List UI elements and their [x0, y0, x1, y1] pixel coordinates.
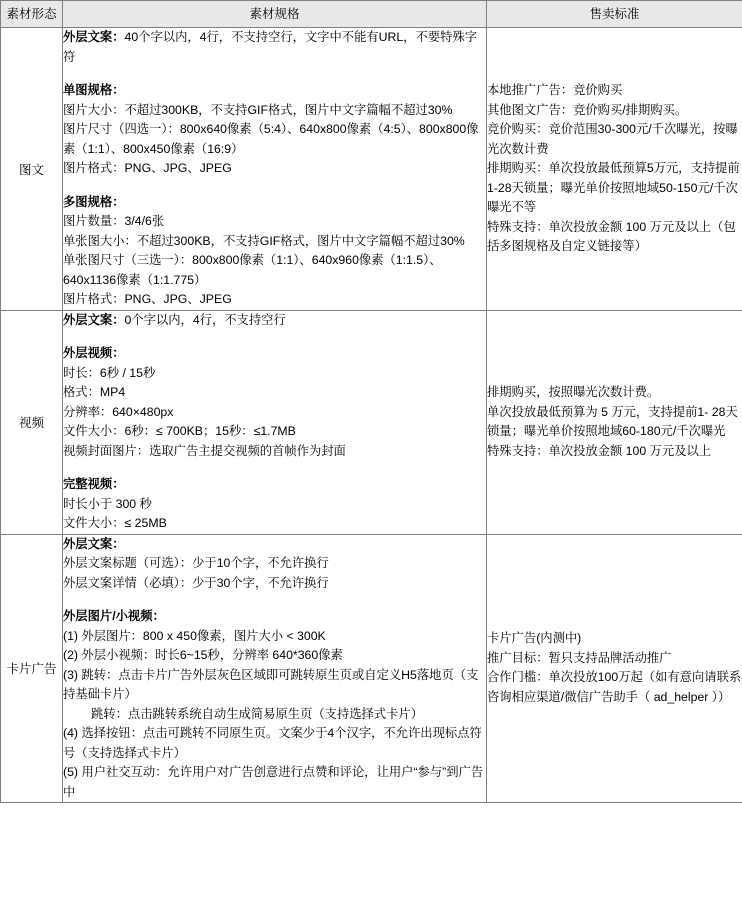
spec-line: 卡片广告(内测中) [487, 631, 582, 646]
spec-line: 单张图大小：不超过300KB，不支持GIF格式，图片中文字篇幅不超过30% [63, 233, 465, 248]
spec-line: 格式：MP4 [63, 385, 126, 399]
cell-sales-standard [487, 534, 742, 803]
block-spacer [63, 461, 486, 475]
spec-line: 分辨率：640×480px [63, 404, 174, 419]
spec-line: 图片尺寸（四选一）：800x640像素（5:4）、640x800像素（4:5）、800x800像素（1:1）、800x450像素（16:9） [63, 122, 479, 156]
spec-line: (5) 用户社交互动：允许用户对广告创意进行点赞和评论，让用户“参与”到广告中 [63, 765, 484, 799]
spec-heading: 完整视频： [63, 477, 125, 491]
table-row [1, 310, 742, 534]
spec-line: 时长小于 300 秒 [63, 496, 152, 511]
spec-heading: 多图规格： [63, 194, 125, 209]
cell-material-spec [63, 310, 487, 534]
cell-material-spec [63, 28, 487, 311]
cell-material-spec [63, 534, 487, 803]
spec-heading: 外层图片/小视频： [63, 609, 165, 623]
spec-line: 其他图文广告：竞价购买/排期购买。 [487, 102, 688, 117]
spec-line: 图片格式：PNG、JPG、JPEG [63, 161, 232, 175]
block-spacer [63, 330, 486, 344]
table-row [1, 28, 742, 311]
cell-sales-standard [487, 28, 742, 311]
spec-line: 时长：6秒 / 15秒 [63, 365, 156, 380]
spec-line: (4) 选择按钮：点击可跳转不同原生页。文案少于4个汉字，不允许出现标点符号（支持选择式卡片） [63, 726, 482, 760]
spec-line: 图片大小：不超过300KB，不支持GIF格式，图片中文字篇幅不超过30% [63, 102, 453, 117]
spec-paragraph: 外层文案：0个字以内，4行，不支持空行 [63, 312, 286, 327]
spec-line: 文件大小：≤ 25MB [63, 516, 167, 530]
spec-line: (3) 跳转：点击卡片广告外层灰色区域即可跳转原生页或自定义H5落地页（支持基础卡片） [63, 667, 479, 701]
spec-line: 竞价购买：竞价范围30-300元/千次曝光，按曝光次数计费 [487, 122, 738, 156]
table-body [1, 28, 742, 803]
spec-paragraph: 外层文案：40个字以内，4行，不支持空行，文字中不能有URL，不要特殊字符 [63, 30, 478, 64]
block-spacer [63, 593, 486, 607]
column-header-material-spec: 素材规格 [63, 1, 487, 28]
spec-line: 图片格式：PNG、JPG、JPEG [63, 292, 232, 306]
spec-line: 特殊支持：单次投放金额 100 万元及以上 [487, 443, 712, 458]
column-header-sales-standard: 售卖标准 [487, 1, 742, 28]
spec-line-indent: 跳转：点击跳转系统自动生成简易原生页（支持选择式卡片） [91, 706, 424, 721]
spec-line: 本地推广广告：竞价购买 [487, 83, 623, 97]
cell-category: 卡片广告 [1, 534, 63, 803]
table-header [1, 1, 742, 28]
spec-line: (1) 外层图片：800 x 450像素，图片大小 < 300K [63, 628, 326, 643]
spec-line: 图片数量：3/4/6张 [63, 214, 165, 228]
spec-line: 文件大小：6秒：≤ 700KB；15秒：≤1.7MB [63, 424, 296, 438]
spec-heading: 单图规格： [63, 83, 125, 97]
spec-line: 视频封面图片：选取广告主提交视频的首帧作为封面 [63, 443, 346, 458]
spec-line: 单次投放最低预算为 5 万元，支持提前1- 28天锁量；曝光单价按照地域60-180元/千次曝光 [487, 404, 738, 438]
spec-line: 外层文案标题（可选）：少于10个字，不允许换行 [63, 556, 329, 570]
spec-line: 特殊支持：单次投放金额 100 万元及以上（包括多图规格及自定义链接等） [487, 219, 736, 253]
spec-heading: 外层文案： [63, 536, 125, 551]
spec-line: 单张图尺寸（三选一）：800x800像素（1:1）、640x960像素（1:1.5）、640x1136像素（1:1.775） [63, 253, 442, 287]
cell-category: 图文 [1, 28, 63, 311]
table-row [1, 534, 742, 803]
spec-line: 外层文案详情（必填）：少于30个字，不允许换行 [63, 575, 329, 590]
block-spacer [63, 179, 486, 193]
spec-line: 推广目标：暂只支持品牌活动推广 [487, 650, 672, 665]
cell-sales-standard [487, 310, 742, 534]
column-header-material-type: 素材形态 [1, 1, 63, 28]
spec-line: 排期购买：单次投放最低预算5万元，支持提前1-28天锁量；曝光单价按照地域50-150元/千次曝光不等 [487, 161, 740, 214]
spec-heading: 外层视频： [63, 346, 125, 360]
spec-line: 合作门槛：单次投放100万起（如有意向请联系咨询相应渠道/微信广告助手（ ad_helper ）） [487, 670, 742, 704]
cell-category: 视频 [1, 310, 63, 534]
spec-line: 排期购买，按照曝光次数计费。 [487, 385, 660, 399]
block-spacer [63, 67, 486, 81]
table-header-row [1, 1, 742, 28]
spec-line: (2) 外层小视频：时长6~15秒，分辨率 640*360像素 [63, 648, 343, 662]
